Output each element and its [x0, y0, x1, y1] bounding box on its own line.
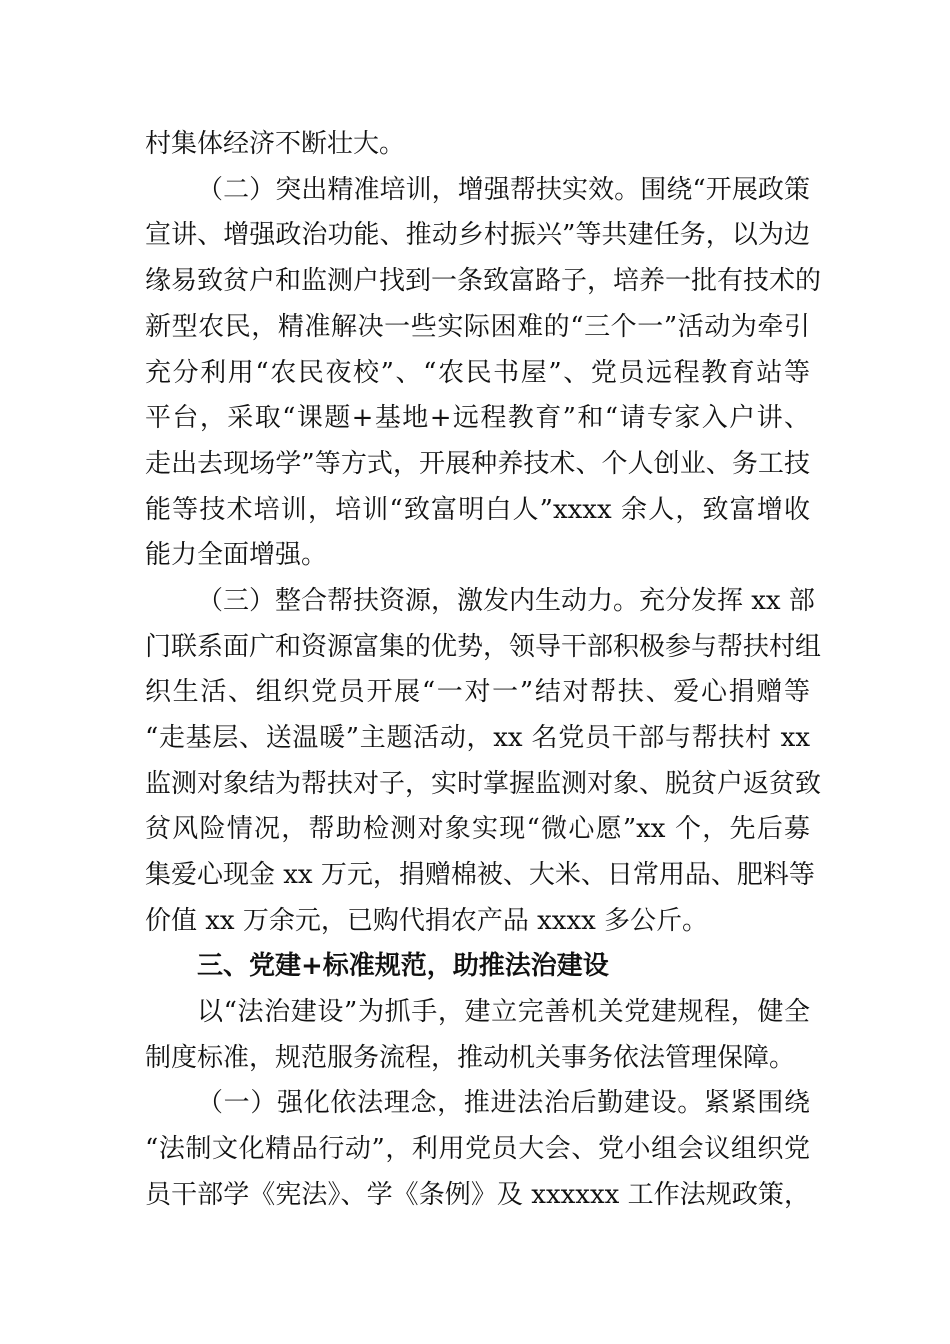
text-line: 能等技术培训，培训“致富明白人”xxxx 余人，致富增收	[145, 495, 810, 525]
text-line: “走基层、送温暖”主题活动，xx 名党员干部与帮扶村 xx	[145, 723, 810, 753]
text-line: “法制文化精品行动”，利用党员大会、党小组会议组织党	[145, 1134, 810, 1164]
text-line: 制度标准，规范服务流程，推动机关事务依法管理保障。	[145, 1043, 796, 1073]
text-line: 贫风险情况，帮助检测对象实现“微心愿”xx 个，先后募	[145, 814, 810, 844]
text-line: 门联系面广和资源富集的优势，领导干部积极参与帮扶村组	[145, 632, 822, 662]
text-line: 走出去现场学”等方式，开展种养技术、个人创业、务工技	[145, 449, 810, 479]
text-line: 充分利用“农民夜校”、“农民书屋”、党员远程教育站等	[145, 358, 810, 388]
text-line: 新型农民，精准解决一些实际困难的“三个一”活动为牵引	[145, 312, 810, 342]
text-line: （一）强化依法理念，推进法治后勤建设。紧紧围绕	[197, 1088, 810, 1118]
text-line: 缘易致贫户和监测户找到一条致富路子，培养一批有技术的	[145, 266, 822, 296]
text-line: 监测对象结为帮扶对子，实时掌握监测对象、脱贫户返贫致	[145, 769, 822, 799]
section-heading: 三、党建+标准规范，助推法治建设	[197, 951, 609, 981]
text-line: 集爱心现金 xx 万元，捐赠棉被、大米、日常用品、肥料等	[145, 860, 815, 890]
text-line: 宣讲、增强政治功能、推动乡村振兴”等共建任务，以为边	[145, 220, 810, 250]
text-line: （二）突出精准培训，增强帮扶实效。围绕“开展政策	[197, 175, 810, 205]
text-line: （三）整合帮扶资源，激发内生动力。充分发挥 xx 部	[197, 586, 815, 616]
text-line: 员干部学《宪法》、学《条例》及 xxxxxx 工作法规政策，	[145, 1180, 810, 1210]
text-line: 价值 xx 万余元，已购代捐农产品 xxxx 多公斤。	[145, 906, 709, 936]
text-line: 村集体经济不断壮大。	[145, 129, 406, 159]
text-line: 平台，采取“课题+基地+远程教育”和“请专家入户讲、	[145, 403, 810, 433]
text-line: 能力全面增强。	[145, 540, 328, 570]
text-line: 以“法治建设”为抓手，建立完善机关党建规程，健全	[197, 997, 810, 1027]
text-line: 织生活、组织党员开展“一对一”结对帮扶、爱心捐赠等	[145, 677, 810, 707]
